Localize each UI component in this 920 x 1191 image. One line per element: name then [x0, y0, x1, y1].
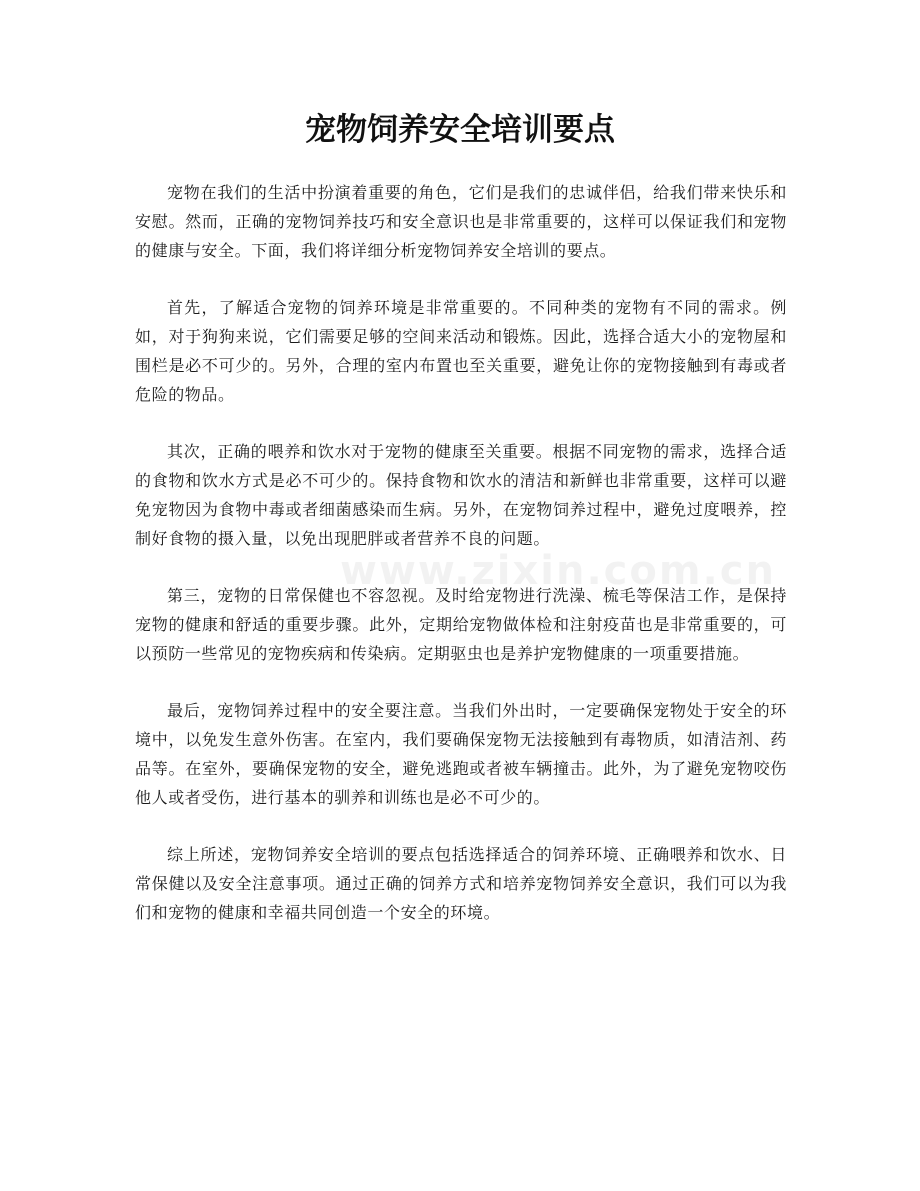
paragraph-intro: 宠物在我们的生活中扮演着重要的角色，它们是我们的忠诚伴侣，给我们带来快乐和安慰。然而，正确的宠物饲养技巧和安全意识也是非常重要的，这样可以保证我们和宠物的健康与安全。下面，我们将详细分析宠物饲养安全培训的要点。	[135, 183, 787, 260]
paragraph-healthcare: 第三，宠物的日常保健也不容忽视。及时给宠物进行洗澡、梳毛等保洁工作，是保持宠物的健康和舒适的重要步骤。此外，定期给宠物做体检和注射疫苗也是非常重要的，可以预防一些常见的宠物疾病和传染病。定期驱虫也是养护宠物健康的一项重要措施。	[135, 586, 787, 663]
document-title: 宠物饲养安全培训要点	[305, 112, 615, 148]
watermark: www.zixin.com.cn	[340, 548, 776, 594]
paragraph-summary: 综上所述，宠物饲养安全培训的要点包括选择适合的饲养环境、正确喂养和饮水、日常保健以及安全注意事项。通过正确的饲养方式和培养宠物饲养安全意识，我们可以为我们和宠物的健康和幸福共同创造一个安全的环境。	[135, 845, 787, 922]
paragraph-environment: 首先，了解适合宠物的饲养环境是非常重要的。不同种类的宠物有不同的需求。例如，对于狗狗来说，它们需要足够的空间来活动和锻炼。因此，选择合适大小的宠物屋和围栏是必不可少的。另外，合理的室内布置也至关重要，避免让你的宠物接触到有毒或者危险的物品。	[135, 298, 787, 404]
paragraph-feeding: 其次，正确的喂养和饮水对于宠物的健康至关重要。根据不同宠物的需求，选择合适的食物和饮水方式是必不可少的。保持食物和饮水的清洁和新鲜也非常重要，这样可以避免宠物因为食物中毒或者细菌感染而生病。另外，在宠物饲养过程中，避免过度喂养，控制好食物的摄入量，以免出现肥胖或者营养不良的问题。	[135, 442, 787, 548]
paragraph-safety: 最后，宠物饲养过程中的安全要注意。当我们外出时，一定要确保宠物处于安全的环境中，以免发生意外伤害。在室内，我们要确保宠物无法接触到有毒物质，如清洁剂、药品等。在室外，要确保宠物的安全，避免逃跑或者被车辆撞击。此外，为了避免宠物咬伤他人或者受伤，进行基本的驯养和训练也是必不可少的。	[135, 701, 787, 807]
document-body	[135, 178, 787, 955]
